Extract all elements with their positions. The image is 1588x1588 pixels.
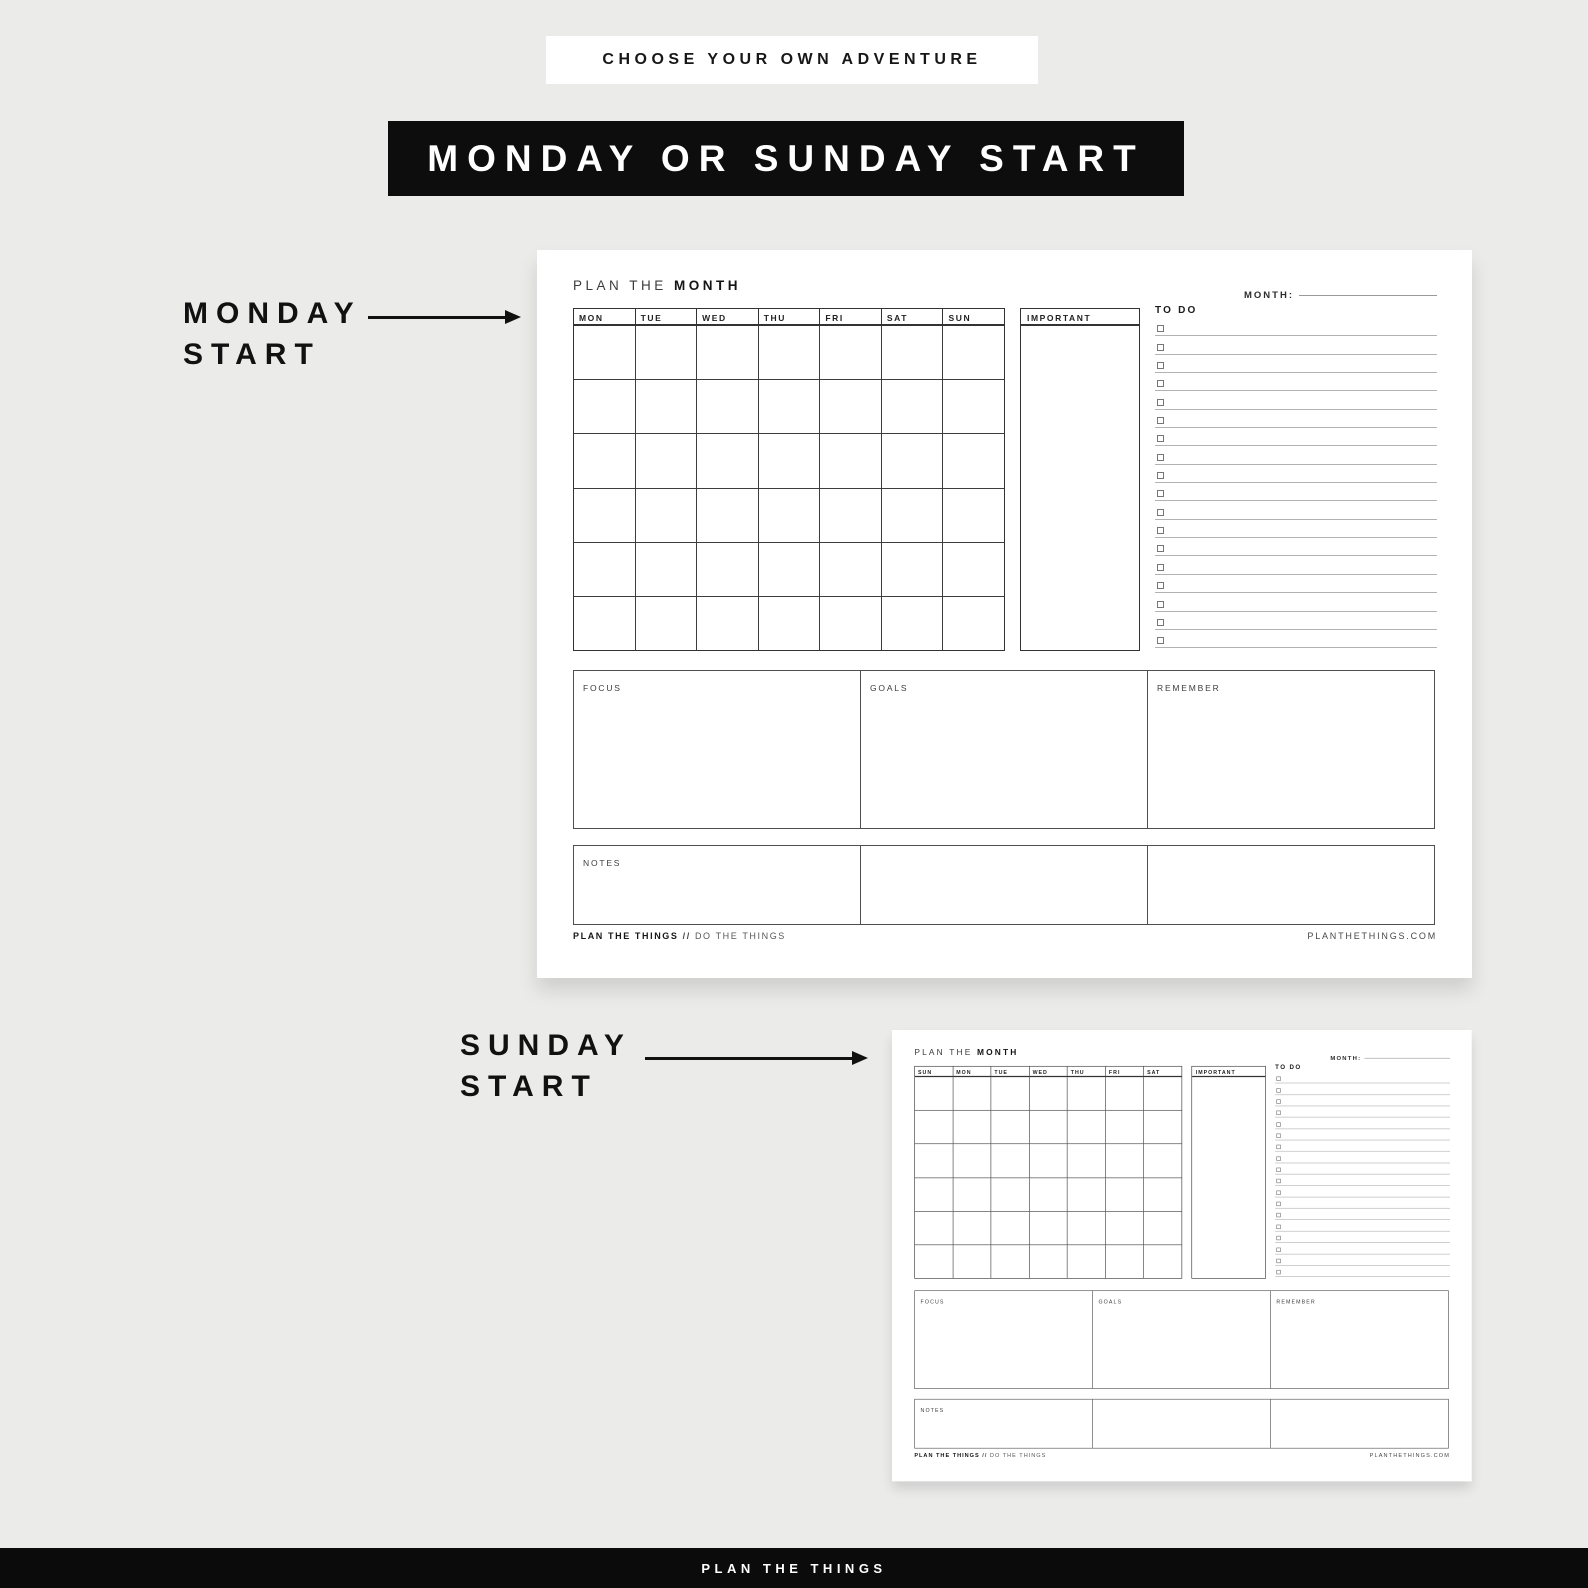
calendar-day-cell xyxy=(1106,1245,1144,1278)
calendar-day-cell xyxy=(953,1211,991,1244)
calendar-day-cell xyxy=(1144,1144,1182,1177)
calendar-day-cell xyxy=(574,543,636,596)
remember-section xyxy=(1148,671,1434,828)
calendar-day-cell xyxy=(574,434,636,487)
calendar-day-cell xyxy=(882,597,944,650)
important-box-label: IMPORTANT xyxy=(1021,309,1139,326)
calendar-day-cell xyxy=(636,326,698,379)
todo-row xyxy=(1155,428,1437,446)
todo-row xyxy=(1275,1152,1450,1163)
calendar-day-cell xyxy=(574,380,636,433)
todo-row xyxy=(1155,520,1437,538)
todo-row xyxy=(1155,318,1437,336)
planner-title xyxy=(573,278,741,293)
calendar-day-cell xyxy=(1106,1211,1144,1244)
sunday-start-line1: SUNDAY xyxy=(460,1029,632,1062)
planner-title-bold: MONTH xyxy=(976,1047,1019,1057)
checkbox-icon xyxy=(1157,454,1164,461)
calendar-day-cell xyxy=(636,489,698,542)
calendar-day-cell xyxy=(1106,1111,1144,1144)
planner-monday-start xyxy=(537,250,1472,978)
calendar-day-cell xyxy=(1106,1144,1144,1177)
calendar-day-cell xyxy=(943,434,1004,487)
remember-section xyxy=(1271,1291,1448,1388)
checkbox-icon xyxy=(1276,1134,1280,1138)
calendar-day-cell xyxy=(991,1211,1029,1244)
calendar-day-cell xyxy=(1106,1077,1144,1110)
brand-footer-text: PLAN THE THINGS xyxy=(701,1560,887,1576)
calendar-day-cell xyxy=(697,489,759,542)
calendar-day-cell xyxy=(1068,1144,1106,1177)
monday-arrow-icon xyxy=(368,316,506,319)
calendar-day-cell xyxy=(1144,1211,1182,1244)
notes-box xyxy=(914,1399,1448,1449)
checkbox-icon xyxy=(1157,325,1164,332)
planner-sunday-start xyxy=(892,1030,1472,1481)
remember-label: REMEMBER xyxy=(1157,683,1221,693)
todo-row xyxy=(1275,1266,1450,1277)
checkbox-icon xyxy=(1157,344,1164,351)
checkbox-icon xyxy=(1157,545,1164,552)
calendar-header-row xyxy=(915,1067,1182,1078)
calendar-day-cell xyxy=(697,543,759,596)
calendar-day-cell xyxy=(915,1144,953,1177)
calendar-day-cell xyxy=(943,597,1004,650)
calendar-day-cell xyxy=(943,489,1004,542)
calendar-day-cell xyxy=(636,597,698,650)
calendar-week-row xyxy=(574,434,1004,488)
calendar-header-row xyxy=(574,309,1004,326)
todo-list-label: TO DO xyxy=(1275,1064,1302,1071)
calendar-day-cell xyxy=(991,1144,1029,1177)
todo-row xyxy=(1155,612,1437,630)
day-header: THU xyxy=(1068,1067,1106,1076)
calendar-day-cell xyxy=(882,489,944,542)
todo-row xyxy=(1275,1209,1450,1220)
todo-row xyxy=(1275,1254,1450,1265)
planner-footer xyxy=(573,931,1437,941)
calendar-day-cell xyxy=(820,434,882,487)
checkbox-icon xyxy=(1276,1122,1280,1126)
calendar-day-cell xyxy=(636,380,698,433)
day-header: FRI xyxy=(1106,1067,1144,1076)
checkbox-icon xyxy=(1276,1236,1280,1240)
calendar-day-cell xyxy=(820,489,882,542)
calendar-week-row xyxy=(915,1178,1182,1212)
calendar-day-cell xyxy=(1144,1178,1182,1211)
checkbox-icon xyxy=(1276,1145,1280,1149)
calendar-day-cell xyxy=(953,1111,991,1144)
arrow-head-icon xyxy=(505,310,521,324)
month-field-label: MONTH: xyxy=(1330,1054,1362,1062)
checkbox-icon xyxy=(1276,1099,1280,1103)
day-header: TUE xyxy=(991,1067,1029,1076)
todo-row xyxy=(1275,1118,1450,1129)
checkbox-icon xyxy=(1157,399,1164,406)
calendar-week-row xyxy=(574,543,1004,597)
todo-row xyxy=(1155,446,1437,464)
focus-label: FOCUS xyxy=(583,683,622,693)
calendar-day-cell xyxy=(759,380,821,433)
calendar-day-cell xyxy=(636,543,698,596)
goals-label: GOALS xyxy=(1098,1298,1123,1305)
focus-section xyxy=(574,671,861,828)
todo-list xyxy=(1155,305,1437,648)
month-blank-line xyxy=(1364,1052,1450,1059)
planner-footer-site: PLANTHETHINGS.COM xyxy=(1307,931,1437,941)
calendar-day-cell xyxy=(1029,1111,1067,1144)
checkbox-icon xyxy=(1157,509,1164,516)
checkbox-icon xyxy=(1276,1077,1280,1081)
calendar-day-cell xyxy=(697,326,759,379)
banner-text: MONDAY OR SUNDAY START xyxy=(427,137,1145,179)
calendar-week-row xyxy=(574,489,1004,543)
calendar-day-cell xyxy=(759,326,821,379)
calendar-day-cell xyxy=(953,1077,991,1110)
eyebrow-text: CHOOSE YOUR OWN ADVENTURE xyxy=(602,51,982,68)
day-header: THU xyxy=(759,309,821,324)
calendar-day-cell xyxy=(820,543,882,596)
calendar-week-row xyxy=(915,1111,1182,1145)
calendar-day-cell xyxy=(943,380,1004,433)
todo-row xyxy=(1275,1084,1450,1095)
calendar-day-cell xyxy=(759,434,821,487)
calendar-day-cell xyxy=(1144,1077,1182,1110)
calendar-day-cell xyxy=(882,434,944,487)
checkbox-icon xyxy=(1276,1179,1280,1183)
checkbox-icon xyxy=(1276,1213,1280,1217)
checkbox-icon xyxy=(1276,1225,1280,1229)
calendar-day-cell xyxy=(882,543,944,596)
calendar-day-cell xyxy=(1029,1077,1067,1110)
checkbox-icon xyxy=(1276,1202,1280,1206)
monday-start-line1: MONDAY xyxy=(183,297,362,330)
calendar-day-cell xyxy=(1068,1211,1106,1244)
calendar-day-cell xyxy=(1068,1178,1106,1211)
day-header: SAT xyxy=(1147,1069,1161,1076)
checkbox-icon xyxy=(1157,601,1164,608)
todo-row xyxy=(1275,1129,1450,1140)
todo-row xyxy=(1275,1220,1450,1231)
calendar-day-cell xyxy=(915,1077,953,1110)
day-header: FRI xyxy=(820,309,882,324)
todo-row xyxy=(1275,1095,1450,1106)
calendar-day-cell xyxy=(697,597,759,650)
calendar-day-cell xyxy=(1144,1111,1182,1144)
calendar-day-cell xyxy=(915,1111,953,1144)
calendar-week-row xyxy=(915,1245,1182,1278)
day-header: SUN xyxy=(915,1067,953,1076)
todo-row xyxy=(1275,1231,1450,1242)
checkbox-icon xyxy=(1157,564,1164,571)
todo-row xyxy=(1155,593,1437,611)
focus-goals-remember-box xyxy=(914,1290,1448,1389)
goals-section xyxy=(861,671,1148,828)
calendar-day-cell xyxy=(574,489,636,542)
notes-label: NOTES xyxy=(583,858,622,868)
arrow-head-icon xyxy=(852,1051,868,1065)
calendar-week-row xyxy=(915,1144,1182,1178)
planner-footer-site: PLANTHETHINGS.COM xyxy=(1369,1452,1450,1459)
planner-title-bold: MONTH xyxy=(674,278,742,293)
planner-footer-tagline: PLAN THE THINGS // DO THE THINGS xyxy=(914,1452,1047,1459)
calendar-grid xyxy=(573,308,1005,651)
checkbox-icon xyxy=(1276,1156,1280,1160)
planner-title-regular: PLAN THE xyxy=(573,278,667,293)
todo-row xyxy=(1155,410,1437,428)
checkbox-icon xyxy=(1157,362,1164,369)
day-header: WED xyxy=(1029,1067,1067,1076)
calendar-day-cell xyxy=(820,326,882,379)
checkbox-icon xyxy=(1157,619,1164,626)
day-header: MON xyxy=(953,1067,991,1076)
todo-row xyxy=(1155,391,1437,409)
calendar-week-row xyxy=(574,597,1004,650)
todo-row xyxy=(1155,465,1437,483)
todo-list-label: TO DO xyxy=(1155,305,1198,316)
checkbox-icon xyxy=(1276,1270,1280,1274)
important-box-label: IMPORTANT xyxy=(1192,1067,1265,1078)
month-field-label: MONTH: xyxy=(1244,290,1294,301)
calendar-day-cell xyxy=(915,1178,953,1211)
calendar-day-cell xyxy=(943,326,1004,379)
todo-list xyxy=(1275,1064,1450,1277)
focus-section xyxy=(915,1291,1093,1388)
notes-section xyxy=(1271,1400,1448,1448)
calendar-day-cell xyxy=(1144,1245,1182,1278)
sunday-start-label xyxy=(460,1025,632,1107)
calendar-day-cell xyxy=(882,380,944,433)
calendar-day-cell xyxy=(882,326,944,379)
checkbox-icon xyxy=(1157,380,1164,387)
todo-row xyxy=(1275,1243,1450,1254)
day-header: TUE xyxy=(636,309,698,324)
todo-row xyxy=(1155,336,1437,354)
calendar-day-cell xyxy=(574,597,636,650)
checkbox-icon xyxy=(1157,417,1164,424)
todo-row xyxy=(1275,1140,1450,1151)
todo-row xyxy=(1155,630,1437,648)
calendar-day-cell xyxy=(915,1211,953,1244)
calendar-week-row xyxy=(574,380,1004,434)
calendar-day-cell xyxy=(1068,1111,1106,1144)
notes-section xyxy=(915,1400,1093,1448)
planner-sunday-wrap xyxy=(892,1030,1472,1482)
calendar-day-cell xyxy=(759,543,821,596)
calendar-day-cell xyxy=(697,434,759,487)
todo-row xyxy=(1155,355,1437,373)
sunday-arrow-icon xyxy=(645,1057,853,1060)
checkbox-icon xyxy=(1276,1088,1280,1092)
month-blank-line xyxy=(1299,285,1437,296)
title-banner xyxy=(388,121,1184,196)
notes-section xyxy=(1093,1400,1271,1448)
checkbox-icon xyxy=(1157,582,1164,589)
notes-section xyxy=(1148,846,1434,924)
notes-box xyxy=(573,845,1435,925)
notes-label: NOTES xyxy=(920,1406,945,1414)
planner-title xyxy=(914,1047,1018,1056)
checkbox-icon xyxy=(1276,1259,1280,1263)
calendar-day-cell xyxy=(820,380,882,433)
todo-row xyxy=(1275,1197,1450,1208)
remember-label: REMEMBER xyxy=(1276,1298,1316,1305)
checkbox-icon xyxy=(1276,1190,1280,1194)
planner-footer-tagline: PLAN THE THINGS // DO THE THINGS xyxy=(573,931,786,941)
calendar-day-cell xyxy=(991,1178,1029,1211)
goals-label: GOALS xyxy=(870,683,909,693)
calendar-day-cell xyxy=(953,1178,991,1211)
important-box xyxy=(1020,308,1140,651)
todo-row xyxy=(1155,373,1437,391)
month-field xyxy=(1244,283,1437,301)
todo-row xyxy=(1155,538,1437,556)
day-header: SAT xyxy=(882,309,944,324)
important-box xyxy=(1191,1066,1265,1279)
todo-row xyxy=(1275,1175,1450,1186)
calendar-day-cell xyxy=(1029,1178,1067,1211)
calendar-day-cell xyxy=(636,434,698,487)
calendar-day-cell xyxy=(1068,1077,1106,1110)
todo-row xyxy=(1155,483,1437,501)
calendar-day-cell xyxy=(697,380,759,433)
goals-section xyxy=(1093,1291,1271,1388)
notes-section xyxy=(574,846,861,924)
calendar-day-cell xyxy=(991,1111,1029,1144)
focus-goals-remember-box xyxy=(573,670,1435,829)
month-field xyxy=(1330,1050,1450,1061)
eyebrow-banner xyxy=(546,36,1038,84)
calendar-day-cell xyxy=(1029,1211,1067,1244)
calendar-day-cell xyxy=(1068,1245,1106,1278)
todo-row xyxy=(1275,1163,1450,1174)
calendar-day-cell xyxy=(759,597,821,650)
todo-row xyxy=(1155,501,1437,519)
calendar-day-cell xyxy=(915,1245,953,1278)
calendar-day-cell xyxy=(1029,1245,1067,1278)
checkbox-icon xyxy=(1276,1168,1280,1172)
calendar-week-row xyxy=(574,326,1004,380)
calendar-day-cell xyxy=(1106,1178,1144,1211)
calendar-day-cell xyxy=(943,543,1004,596)
todo-row xyxy=(1155,556,1437,574)
calendar-week-row xyxy=(915,1077,1182,1111)
calendar-day-cell xyxy=(991,1245,1029,1278)
calendar-day-cell xyxy=(953,1144,991,1177)
checkbox-icon xyxy=(1157,490,1164,497)
todo-row xyxy=(1275,1106,1450,1117)
checkbox-icon xyxy=(1157,472,1164,479)
brand-footer-bar xyxy=(0,1548,1588,1588)
todo-row xyxy=(1275,1186,1450,1197)
calendar-day-cell xyxy=(991,1077,1029,1110)
calendar-day-cell xyxy=(1029,1144,1067,1177)
day-header: WED xyxy=(697,309,759,324)
checkbox-icon xyxy=(1157,435,1164,442)
todo-row xyxy=(1155,575,1437,593)
checkbox-icon xyxy=(1276,1247,1280,1251)
day-header: SUN xyxy=(948,313,972,323)
monday-start-label xyxy=(183,293,362,375)
checkbox-icon xyxy=(1157,527,1164,534)
calendar-day-cell xyxy=(953,1245,991,1278)
sunday-start-line2: START xyxy=(460,1070,598,1103)
day-header: MON xyxy=(574,309,636,324)
checkbox-icon xyxy=(1157,637,1164,644)
checkbox-icon xyxy=(1276,1111,1280,1115)
monday-start-line2: START xyxy=(183,338,321,371)
todo-row xyxy=(1275,1072,1450,1083)
calendar-day-cell xyxy=(759,489,821,542)
calendar-grid xyxy=(914,1066,1182,1279)
calendar-day-cell xyxy=(574,326,636,379)
calendar-week-row xyxy=(915,1211,1182,1245)
planner-title-regular: PLAN THE xyxy=(914,1047,973,1057)
notes-section xyxy=(861,846,1148,924)
calendar-day-cell xyxy=(820,597,882,650)
focus-label: FOCUS xyxy=(920,1298,945,1305)
planner-footer xyxy=(914,1452,1450,1458)
